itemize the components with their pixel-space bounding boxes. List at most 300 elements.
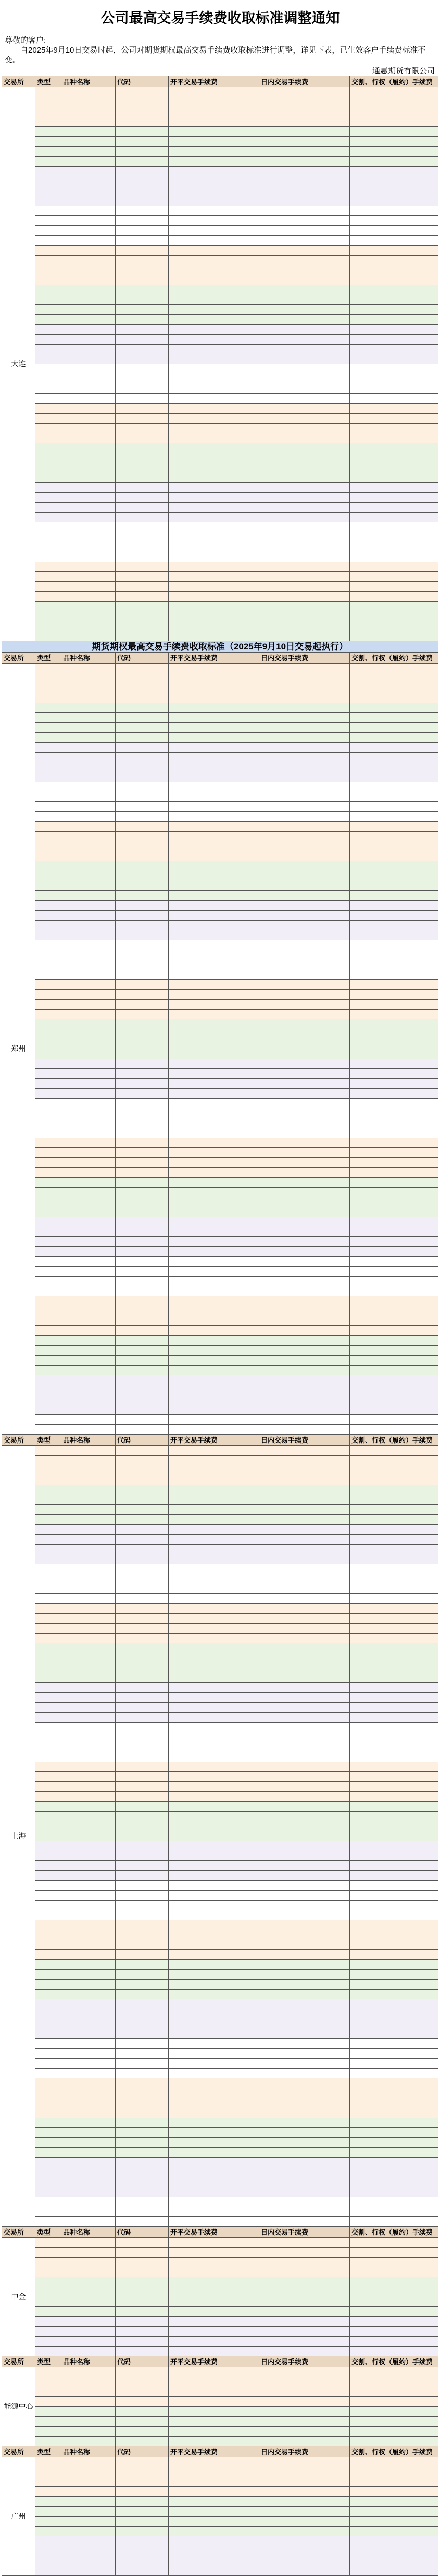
table-cell xyxy=(259,1881,350,1891)
table-cell xyxy=(350,2566,438,2576)
table-cell xyxy=(116,1505,169,1515)
table-cell xyxy=(35,753,61,762)
table-cell xyxy=(35,1346,61,1356)
table-cell xyxy=(116,2427,169,2437)
table-cell xyxy=(259,792,350,802)
table-cell xyxy=(35,1950,61,1960)
table-cell xyxy=(116,275,169,285)
table-cell xyxy=(259,345,350,354)
table-cell xyxy=(169,1099,259,1108)
table-cell xyxy=(259,1970,350,1980)
table-row xyxy=(2,443,438,453)
table-cell xyxy=(350,1950,438,1960)
table-cell xyxy=(350,2497,438,2507)
table-cell xyxy=(169,2507,259,2517)
table-cell xyxy=(259,1643,350,1653)
table-cell xyxy=(169,1910,259,1920)
table-cell xyxy=(350,1861,438,1871)
table-cell xyxy=(169,493,259,503)
table-row xyxy=(2,1188,438,1197)
table-cell xyxy=(259,592,350,602)
table-cell xyxy=(61,1663,116,1673)
table-cell xyxy=(35,345,61,354)
table-cell xyxy=(116,1851,169,1861)
table-cell xyxy=(116,901,169,911)
table-cell xyxy=(116,2536,169,2546)
table-cell xyxy=(116,2238,169,2248)
table-cell xyxy=(259,1999,350,2009)
table-cell xyxy=(259,1920,350,1930)
table-row xyxy=(2,236,438,246)
table-cell xyxy=(259,1059,350,1069)
table-cell xyxy=(259,1802,350,1812)
table-cell xyxy=(350,1821,438,1831)
table-cell xyxy=(35,2297,61,2307)
table-cell xyxy=(259,1326,350,1336)
table-cell xyxy=(169,1634,259,1643)
table-cell xyxy=(169,1158,259,1168)
table-cell xyxy=(35,1138,61,1148)
table-row xyxy=(2,1960,438,1970)
page-title: 公司最高交易手续费收取标准调整通知 xyxy=(100,10,340,27)
table-cell xyxy=(350,433,438,443)
table-cell xyxy=(61,236,116,246)
table-row xyxy=(2,1525,438,1535)
table-cell xyxy=(35,473,61,483)
table-cell xyxy=(116,1099,169,1108)
table-cell xyxy=(350,2297,438,2307)
table-row xyxy=(2,2437,438,2446)
table-row xyxy=(2,1703,438,1713)
table-cell xyxy=(35,1871,61,1881)
table-cell xyxy=(259,246,350,256)
table-cell xyxy=(169,453,259,463)
table-cell xyxy=(169,950,259,960)
table-cell xyxy=(350,1385,438,1395)
table-row xyxy=(2,1723,438,1732)
table-cell xyxy=(169,1742,259,1752)
table-cell xyxy=(169,802,259,812)
table-cell xyxy=(116,572,169,582)
table-cell xyxy=(259,1693,350,1703)
table-cell xyxy=(259,891,350,901)
table-cell xyxy=(116,2546,169,2556)
table-cell xyxy=(259,147,350,157)
table-cell xyxy=(350,772,438,782)
table-cell xyxy=(35,1375,61,1385)
table-cell xyxy=(350,1227,438,1237)
table-cell xyxy=(35,1059,61,1069)
table-cell xyxy=(169,901,259,911)
table-cell xyxy=(350,2148,438,2158)
table-cell xyxy=(116,1594,169,1604)
table-row xyxy=(2,1277,438,1286)
table-cell xyxy=(169,107,259,117)
table-row xyxy=(2,733,438,743)
table-cell xyxy=(35,1237,61,1247)
table-cell xyxy=(61,265,116,275)
table-cell xyxy=(350,2427,438,2437)
table-cell xyxy=(259,2566,350,2576)
table-cell xyxy=(169,1673,259,1683)
table-cell xyxy=(61,1574,116,1584)
table-cell xyxy=(116,1683,169,1693)
table-cell xyxy=(35,1643,61,1653)
table-cell xyxy=(35,960,61,970)
table-cell xyxy=(350,1415,438,1425)
table-cell xyxy=(259,753,350,762)
header-cell-name: 品种名称 xyxy=(61,1435,116,1446)
table-cell xyxy=(350,1584,438,1594)
exchange-cell: 中金 xyxy=(2,2238,35,2356)
table-cell xyxy=(169,2407,259,2417)
table-cell xyxy=(116,1000,169,1010)
table-cell xyxy=(35,2517,61,2527)
table-cell xyxy=(61,2128,116,2138)
table-cell xyxy=(169,2069,259,2078)
table-cell xyxy=(61,631,116,641)
table-cell xyxy=(116,940,169,950)
table-cell xyxy=(259,2207,350,2217)
table-row xyxy=(2,503,438,513)
table-cell xyxy=(61,1286,116,1296)
table-cell xyxy=(116,2069,169,2078)
table-header-row xyxy=(2,76,438,87)
table-cell xyxy=(35,1405,61,1415)
table-cell xyxy=(35,1663,61,1673)
table-row xyxy=(2,881,438,891)
table-cell xyxy=(61,1762,116,1772)
table-cell xyxy=(169,1831,259,1841)
table-row xyxy=(2,1118,438,1128)
table-cell xyxy=(35,1614,61,1624)
table-cell xyxy=(350,2138,438,2148)
table-cell xyxy=(116,1089,169,1099)
table-cell xyxy=(259,1158,350,1168)
table-row xyxy=(2,2307,438,2317)
table-cell xyxy=(61,572,116,582)
table-cell xyxy=(350,2407,438,2417)
table-cell xyxy=(259,2407,350,2417)
table-cell xyxy=(350,703,438,713)
table-cell xyxy=(169,236,259,246)
table-cell xyxy=(169,176,259,186)
table-cell xyxy=(35,1316,61,1326)
table-cell xyxy=(350,1812,438,1821)
table-cell xyxy=(169,1197,259,1207)
table-cell xyxy=(350,1247,438,1257)
table-cell xyxy=(35,2417,61,2427)
table-cell xyxy=(35,2267,61,2277)
table-row xyxy=(2,1296,438,1306)
table-row xyxy=(2,2457,438,2467)
table-header-row xyxy=(2,653,438,664)
table-cell xyxy=(61,1356,116,1366)
table-cell xyxy=(350,1049,438,1059)
table-cell xyxy=(350,871,438,881)
table-cell xyxy=(35,703,61,713)
table-cell xyxy=(259,1108,350,1118)
table-cell xyxy=(350,1286,438,1296)
table-cell xyxy=(169,167,259,176)
table-cell xyxy=(350,1158,438,1168)
table-cell xyxy=(259,2287,350,2297)
table-cell xyxy=(61,87,116,97)
table-cell xyxy=(116,1475,169,1485)
table-cell xyxy=(35,2078,61,2088)
table-cell xyxy=(61,673,116,683)
table-cell xyxy=(61,921,116,930)
table-cell xyxy=(35,2238,61,2248)
table-cell xyxy=(169,2177,259,2187)
table-cell xyxy=(61,592,116,602)
table-cell xyxy=(350,1188,438,1197)
table-row xyxy=(2,1108,438,1118)
table-cell xyxy=(259,2187,350,2197)
table-cell xyxy=(259,394,350,404)
table-cell xyxy=(350,2009,438,2019)
table-cell xyxy=(350,792,438,802)
table-cell xyxy=(116,2497,169,2507)
table-row xyxy=(2,1178,438,1188)
table-cell xyxy=(116,1901,169,1910)
table-cell xyxy=(350,881,438,891)
table-row xyxy=(2,743,438,753)
table-cell xyxy=(259,1267,350,1277)
table-cell xyxy=(35,673,61,683)
table-cell xyxy=(169,552,259,562)
table-cell xyxy=(350,404,438,414)
table-cell xyxy=(116,552,169,562)
table-row xyxy=(2,1207,438,1217)
table-cell xyxy=(259,1742,350,1752)
table-cell xyxy=(169,2187,259,2197)
table-cell xyxy=(61,703,116,713)
table-row xyxy=(2,1663,438,1673)
table-cell xyxy=(259,1554,350,1564)
table-cell xyxy=(259,127,350,137)
table-cell xyxy=(259,664,350,673)
header-cell-code: 代码 xyxy=(116,1435,169,1446)
table-cell xyxy=(35,762,61,772)
table-cell xyxy=(169,1257,259,1267)
table-cell xyxy=(61,1197,116,1207)
table-cell xyxy=(35,2507,61,2517)
table-cell xyxy=(116,1614,169,1624)
table-cell xyxy=(116,384,169,394)
table-cell xyxy=(116,930,169,940)
table-cell xyxy=(61,970,116,980)
table-cell xyxy=(259,2059,350,2069)
table-cell xyxy=(350,1564,438,1574)
table-cell xyxy=(259,2487,350,2497)
table-cell xyxy=(61,2148,116,2158)
table-row xyxy=(2,990,438,1000)
table-row xyxy=(2,404,438,414)
table-cell xyxy=(116,1227,169,1237)
table-cell xyxy=(116,970,169,980)
table-cell xyxy=(116,1841,169,1851)
table-cell xyxy=(259,1703,350,1713)
table-cell xyxy=(350,1395,438,1405)
table-cell xyxy=(116,1634,169,1643)
table-cell xyxy=(61,822,116,832)
table-cell xyxy=(116,911,169,921)
table-cell xyxy=(35,1385,61,1395)
table-row xyxy=(2,463,438,473)
table-cell xyxy=(35,970,61,980)
table-cell xyxy=(169,1237,259,1247)
table-cell xyxy=(259,990,350,1000)
table-cell xyxy=(35,2039,61,2049)
table-cell xyxy=(61,2248,116,2258)
table-cell xyxy=(259,414,350,424)
table-cell xyxy=(169,1059,259,1069)
table-cell xyxy=(259,2536,350,2546)
table-cell xyxy=(61,2258,116,2267)
table-cell xyxy=(169,1841,259,1851)
table-cell xyxy=(35,1535,61,1545)
table-cell xyxy=(350,1059,438,1069)
table-row xyxy=(2,473,438,483)
header-cell-open_fee: 开平交易手续费 xyxy=(169,2227,259,2238)
table-cell xyxy=(61,1207,116,1217)
table-row xyxy=(2,147,438,157)
table-cell xyxy=(350,1178,438,1188)
table-cell xyxy=(116,1446,169,1456)
table-cell xyxy=(116,2397,169,2407)
table-cell xyxy=(350,127,438,137)
table-cell xyxy=(259,1475,350,1485)
table-cell xyxy=(35,1306,61,1316)
table-cell xyxy=(169,911,259,921)
table-row xyxy=(2,1762,438,1772)
table-cell xyxy=(259,1168,350,1178)
table-cell xyxy=(61,1950,116,1960)
table-row xyxy=(2,673,438,683)
table-row xyxy=(2,1485,438,1495)
table-cell xyxy=(35,2467,61,2477)
header-cell-open_fee: 开平交易手续费 xyxy=(169,1435,259,1446)
table-cell xyxy=(61,1000,116,1010)
table-cell xyxy=(35,532,61,542)
table-cell xyxy=(35,1940,61,1950)
table-cell xyxy=(61,1821,116,1831)
table-cell xyxy=(350,1594,438,1604)
table-cell xyxy=(61,841,116,851)
table-cell xyxy=(116,2217,169,2227)
table-cell xyxy=(350,2517,438,2527)
table-cell xyxy=(61,733,116,743)
table-cell xyxy=(35,664,61,673)
table-cell xyxy=(350,1901,438,1910)
table-cell xyxy=(259,1851,350,1861)
table-cell xyxy=(116,1197,169,1207)
table-cell xyxy=(116,1831,169,1841)
table-row xyxy=(2,911,438,921)
table-cell xyxy=(61,960,116,970)
table-cell xyxy=(350,265,438,275)
table-cell xyxy=(350,2307,438,2317)
table-row xyxy=(2,275,438,285)
table-cell xyxy=(169,871,259,881)
table-cell xyxy=(116,1762,169,1772)
table-cell xyxy=(61,1614,116,1624)
table-cell xyxy=(61,1049,116,1059)
table-cell xyxy=(259,703,350,713)
table-cell xyxy=(35,2457,61,2467)
table-cell xyxy=(259,1525,350,1535)
table-cell xyxy=(61,2158,116,2167)
table-cell xyxy=(35,1545,61,1554)
table-cell xyxy=(61,1168,116,1178)
table-cell xyxy=(116,463,169,473)
table-cell xyxy=(169,1217,259,1227)
table-cell xyxy=(61,1267,116,1277)
table-cell xyxy=(116,1158,169,1168)
table-cell xyxy=(350,483,438,493)
header-cell-open_fee: 开平交易手续费 xyxy=(169,2356,259,2367)
table-cell xyxy=(259,1821,350,1831)
table-cell xyxy=(350,2457,438,2467)
header-cell-type: 类型 xyxy=(35,653,61,664)
table-cell xyxy=(61,1475,116,1485)
table-cell xyxy=(350,2238,438,2248)
table-row xyxy=(2,1821,438,1831)
table-cell xyxy=(169,1564,259,1574)
table-cell xyxy=(259,2507,350,2517)
table-row xyxy=(2,1138,438,1148)
table-cell xyxy=(116,753,169,762)
table-cell xyxy=(350,216,438,226)
table-cell xyxy=(116,2287,169,2297)
table-cell xyxy=(35,1128,61,1138)
table-cell xyxy=(259,970,350,980)
table-row xyxy=(2,394,438,404)
table-cell xyxy=(35,812,61,822)
header-cell-today_fee: 日内交易手续费 xyxy=(259,2227,350,2238)
header-cell-code: 代码 xyxy=(116,2227,169,2238)
table-cell xyxy=(350,1019,438,1029)
table-cell xyxy=(169,513,259,522)
table-cell xyxy=(116,493,169,503)
table-cell xyxy=(61,911,116,921)
table-cell xyxy=(169,522,259,532)
table-cell xyxy=(35,1188,61,1197)
table-cell xyxy=(350,713,438,723)
table-cell xyxy=(61,792,116,802)
table-cell xyxy=(259,1930,350,1940)
table-row xyxy=(2,117,438,127)
table-cell xyxy=(116,1168,169,1178)
table-cell xyxy=(35,2546,61,2556)
table-cell xyxy=(169,2049,259,2059)
table-cell xyxy=(259,1456,350,1465)
table-cell xyxy=(259,196,350,206)
table-cell xyxy=(116,2098,169,2108)
table-cell xyxy=(61,1405,116,1415)
table-cell xyxy=(116,861,169,871)
table-cell xyxy=(61,602,116,611)
table-cell xyxy=(35,693,61,703)
table-row xyxy=(2,812,438,822)
table-cell xyxy=(169,2377,259,2387)
table-cell xyxy=(35,246,61,256)
table-cell xyxy=(169,1395,259,1405)
table-cell xyxy=(35,2337,61,2347)
table-cell xyxy=(61,2307,116,2317)
table-cell xyxy=(35,2158,61,2167)
